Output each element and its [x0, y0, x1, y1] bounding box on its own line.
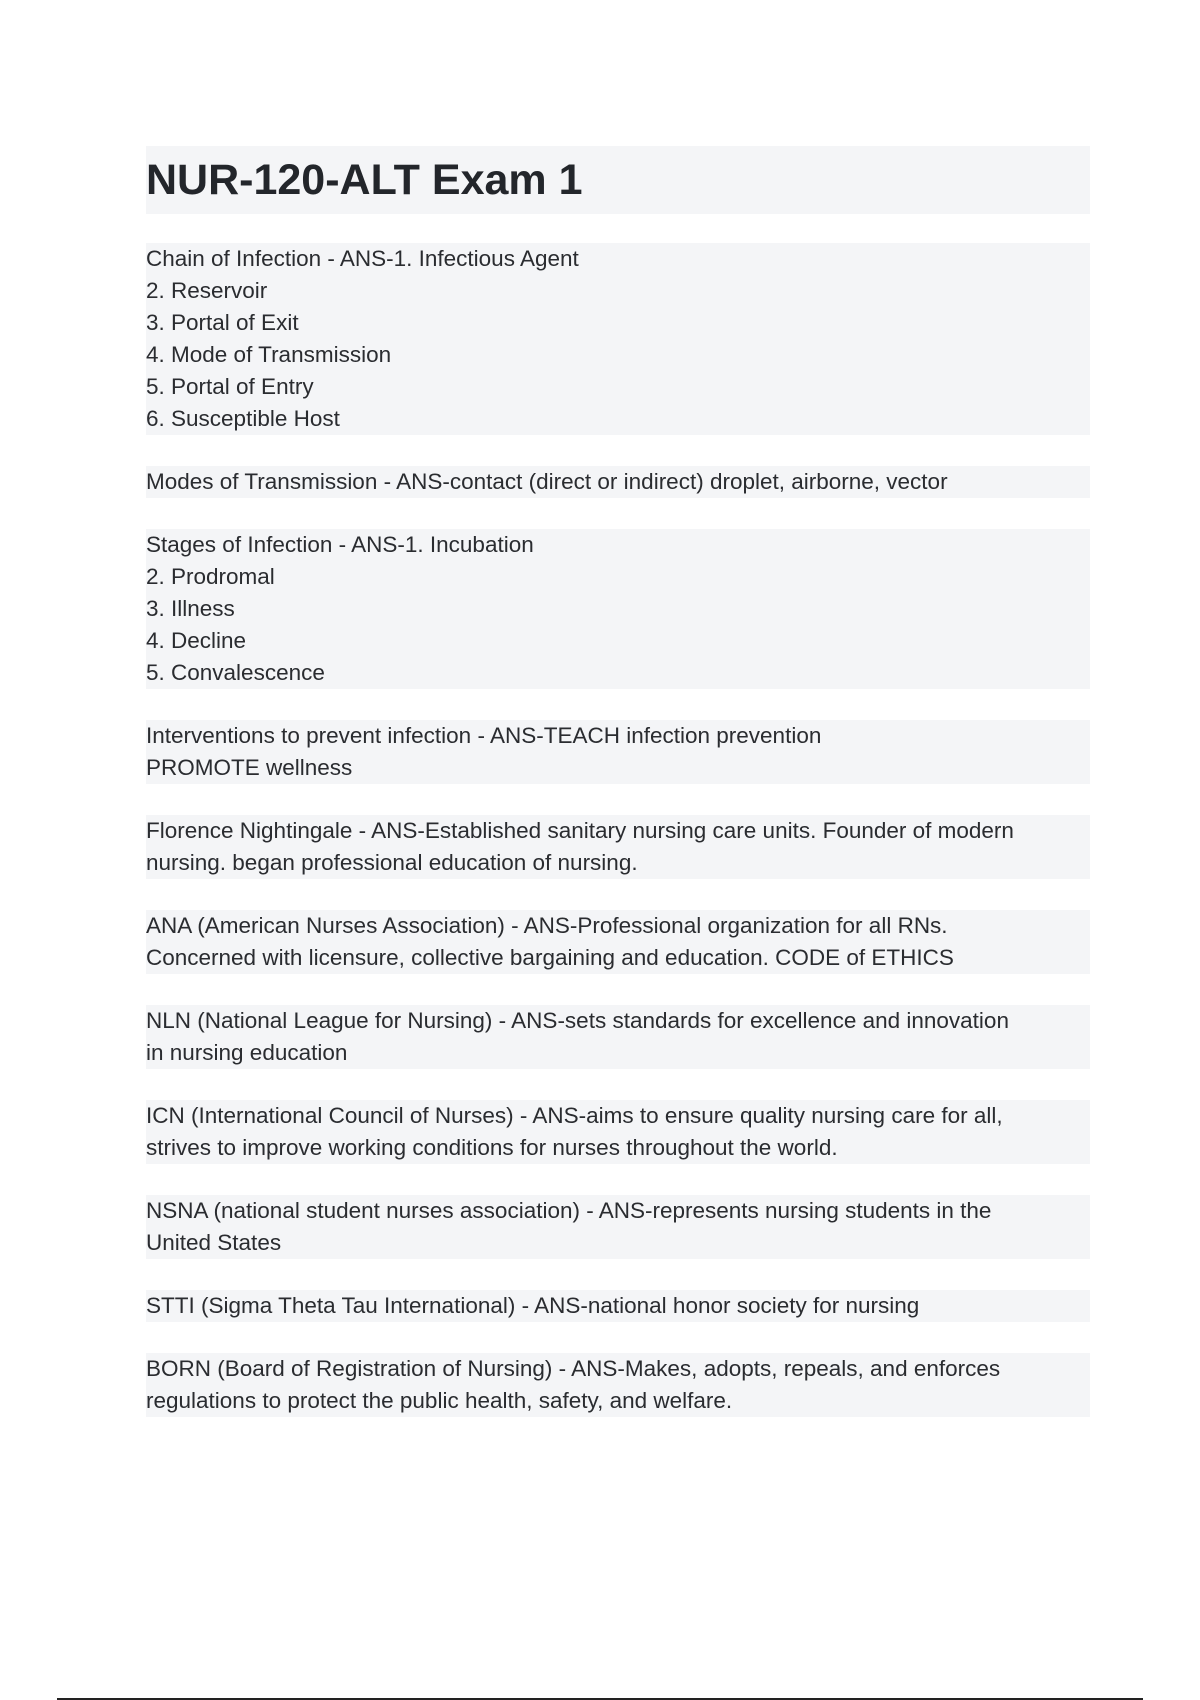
entry-line: PROMOTE wellness: [146, 752, 1090, 784]
entry-line: in nursing education: [146, 1037, 1090, 1069]
page-title: NUR-120-ALT Exam 1: [146, 146, 1090, 214]
entry-line: BORN (Board of Registration of Nursing) - ANS-Makes, adopts, repeals, and enforces: [146, 1353, 1090, 1385]
entry-line: 3. Portal of Exit: [146, 307, 1090, 339]
entry-florence-nightingale: [146, 815, 1090, 879]
entry-line: ANA (American Nurses Association) - ANS-Professional organization for all RNs.: [146, 910, 1090, 942]
entry-interventions: [146, 720, 1090, 784]
entry-born: [146, 1353, 1090, 1417]
entry-line: 3. Illness: [146, 593, 1090, 625]
entry-line: NLN (National League for Nursing) - ANS-sets standards for excellence and innovation: [146, 1005, 1090, 1037]
entry-line: 2. Prodromal: [146, 561, 1090, 593]
entry-line: 4. Decline: [146, 625, 1090, 657]
entry-line: Chain of Infection - ANS-1. Infectious Agent: [146, 243, 1090, 275]
entry-line: ICN (International Council of Nurses) - ANS-aims to ensure quality nursing care for all,: [146, 1100, 1090, 1132]
entry-nln: [146, 1005, 1090, 1069]
entry-line: strives to improve working conditions for nurses throughout the world.: [146, 1132, 1090, 1164]
entry-line: 2. Reservoir: [146, 275, 1090, 307]
document-body: [146, 243, 1090, 1448]
entry-chain-of-infection: [146, 243, 1090, 435]
entry-line: 5. Convalescence: [146, 657, 1090, 689]
entry-line: Stages of Infection - ANS-1. Incubation: [146, 529, 1090, 561]
entry-nsna: [146, 1195, 1090, 1259]
entry-ana: [146, 910, 1090, 974]
entry-line: Concerned with licensure, collective bargaining and education. CODE of ETHICS: [146, 942, 1090, 974]
entry-line: Interventions to prevent infection - ANS-TEACH infection prevention: [146, 720, 1090, 752]
entry-line: regulations to protect the public health, safety, and welfare.: [146, 1385, 1090, 1417]
entry-line: nursing. began professional education of nursing.: [146, 847, 1090, 879]
entry-line: NSNA (national student nurses association) - ANS-represents nursing students in the: [146, 1195, 1090, 1227]
entry-line: 6. Susceptible Host: [146, 403, 1090, 435]
entry-line: STTI (Sigma Theta Tau International) - ANS-national honor society for nursing: [146, 1290, 1090, 1322]
entry-line: Florence Nightingale - ANS-Established sanitary nursing care units. Founder of modern: [146, 815, 1090, 847]
entry-line: 4. Mode of Transmission: [146, 339, 1090, 371]
entry-line: 5. Portal of Entry: [146, 371, 1090, 403]
entry-line: United States: [146, 1227, 1090, 1259]
entry-line: Modes of Transmission - ANS-contact (direct or indirect) droplet, airborne, vector: [146, 466, 1090, 498]
entry-stti: [146, 1290, 1090, 1322]
entry-modes-of-transmission: [146, 466, 1090, 498]
entry-icn: [146, 1100, 1090, 1164]
entry-stages-of-infection: [146, 529, 1090, 689]
